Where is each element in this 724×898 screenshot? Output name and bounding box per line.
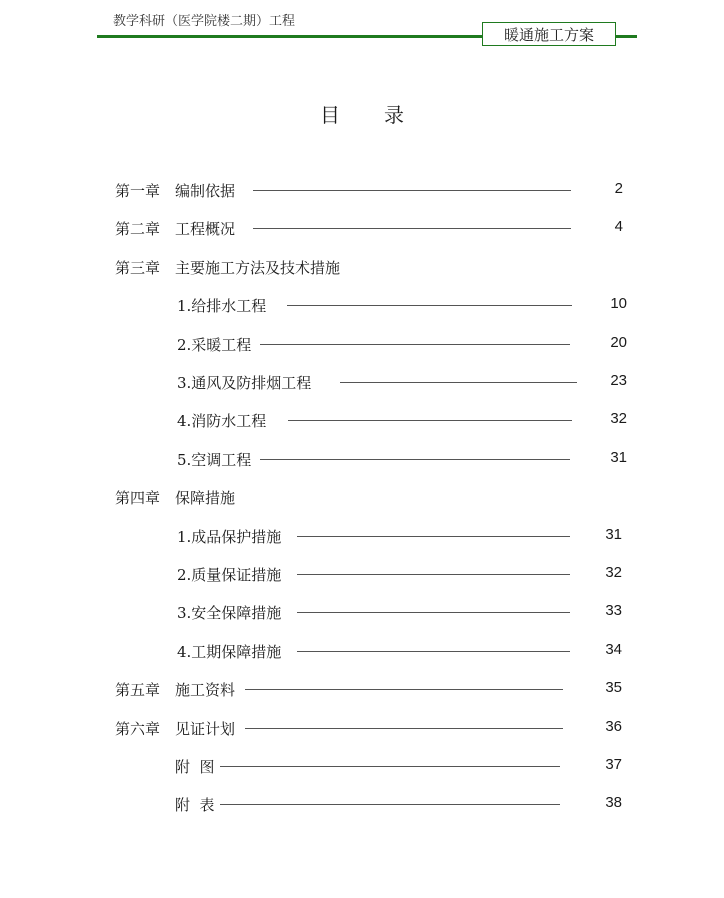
toc-entry-title: 附 图: [175, 758, 215, 776]
toc-entry-title: 2.采暖工程: [177, 336, 252, 354]
toc-row-15[interactable]: [0, 718, 724, 740]
toc-row-6[interactable]: [0, 372, 724, 394]
toc-page-number: 33: [605, 602, 622, 619]
toc-leader-line: [245, 689, 563, 690]
toc-leader-line: [220, 766, 560, 767]
header-project-title: 教学科研（医学院楼二期）工程: [113, 14, 296, 29]
toc-entry-title: 见证计划: [175, 720, 236, 738]
toc-entry-title: 5.空调工程: [177, 451, 252, 469]
page-title: 目录: [320, 103, 448, 127]
toc-page-number: 34: [605, 641, 622, 658]
toc-entry-title: 保障措施: [175, 489, 236, 507]
toc-leader-line: [297, 612, 570, 613]
toc-page-number: 4: [614, 218, 623, 235]
toc-row-9[interactable]: [0, 487, 724, 509]
toc-leader-line: [253, 228, 571, 229]
toc-row-14[interactable]: [0, 679, 724, 701]
toc-page-number: 10: [610, 295, 627, 312]
toc-entry-title: 4.工期保障措施: [177, 643, 282, 661]
toc-leader-line: [260, 459, 570, 460]
toc-entry-title: 4.消防水工程: [177, 412, 267, 430]
toc-chapter-number: 第五章: [115, 681, 161, 699]
toc-leader-line: [297, 574, 570, 575]
toc-page-number: 36: [605, 718, 622, 735]
toc-row-17[interactable]: [0, 794, 724, 816]
toc-row-11[interactable]: [0, 564, 724, 586]
toc-row-16[interactable]: [0, 756, 724, 778]
toc-chapter-number: 第二章: [115, 220, 161, 238]
toc-entry-title: 工程概况: [175, 220, 236, 238]
toc-entry-title: 主要施工方法及技术措施: [175, 259, 341, 277]
toc-row-3[interactable]: [0, 257, 724, 279]
toc-row-7[interactable]: [0, 410, 724, 432]
toc-page-number: 20: [610, 334, 627, 351]
toc-leader-line: [220, 804, 560, 805]
toc-page-number: 31: [610, 449, 627, 466]
toc-page-number: 32: [610, 410, 627, 427]
toc-leader-line: [297, 651, 570, 652]
toc-entry-title: 2.质量保证措施: [177, 566, 282, 584]
toc-row-1[interactable]: [0, 180, 724, 202]
toc-leader-line: [260, 344, 570, 345]
toc-chapter-number: 第三章: [115, 259, 161, 277]
toc-chapter-number: 第六章: [115, 720, 161, 738]
toc-leader-line: [245, 728, 563, 729]
toc-entry-title: 3.通风及防排烟工程: [177, 374, 312, 392]
toc-entry-title: 施工资料: [175, 681, 236, 699]
toc-entry-title: 1.给排水工程: [177, 297, 267, 315]
toc-entry-title: 附 表: [175, 796, 215, 814]
toc-leader-line: [253, 190, 571, 191]
toc-page-number: 38: [605, 794, 622, 811]
header-section-label: 暖通施工方案: [503, 25, 594, 44]
toc-leader-line: [288, 420, 572, 421]
toc-entry-title: 1.成品保护措施: [177, 528, 282, 546]
toc-leader-line: [340, 382, 577, 383]
toc-row-13[interactable]: [0, 641, 724, 663]
toc-page-number: 23: [610, 372, 627, 389]
toc-leader-line: [287, 305, 572, 306]
toc-page-number: 35: [605, 679, 622, 696]
toc-row-12[interactable]: [0, 602, 724, 624]
toc-chapter-number: 第四章: [115, 489, 161, 507]
toc-page-number: 37: [605, 756, 622, 773]
toc-row-5[interactable]: [0, 334, 724, 356]
toc-row-4[interactable]: [0, 295, 724, 317]
toc-row-10[interactable]: [0, 526, 724, 548]
toc-entry-title: 编制依据: [175, 182, 236, 200]
toc-page-number: 32: [605, 564, 622, 581]
toc-leader-line: [297, 536, 570, 537]
toc-row-8[interactable]: [0, 449, 724, 471]
toc-row-2[interactable]: [0, 218, 724, 240]
toc-chapter-number: 第一章: [115, 182, 161, 200]
header-section-box: [482, 22, 616, 46]
toc-entry-title: 3.安全保障措施: [177, 604, 282, 622]
toc-page-number: 31: [605, 526, 622, 543]
toc-page-number: 2: [614, 180, 623, 197]
